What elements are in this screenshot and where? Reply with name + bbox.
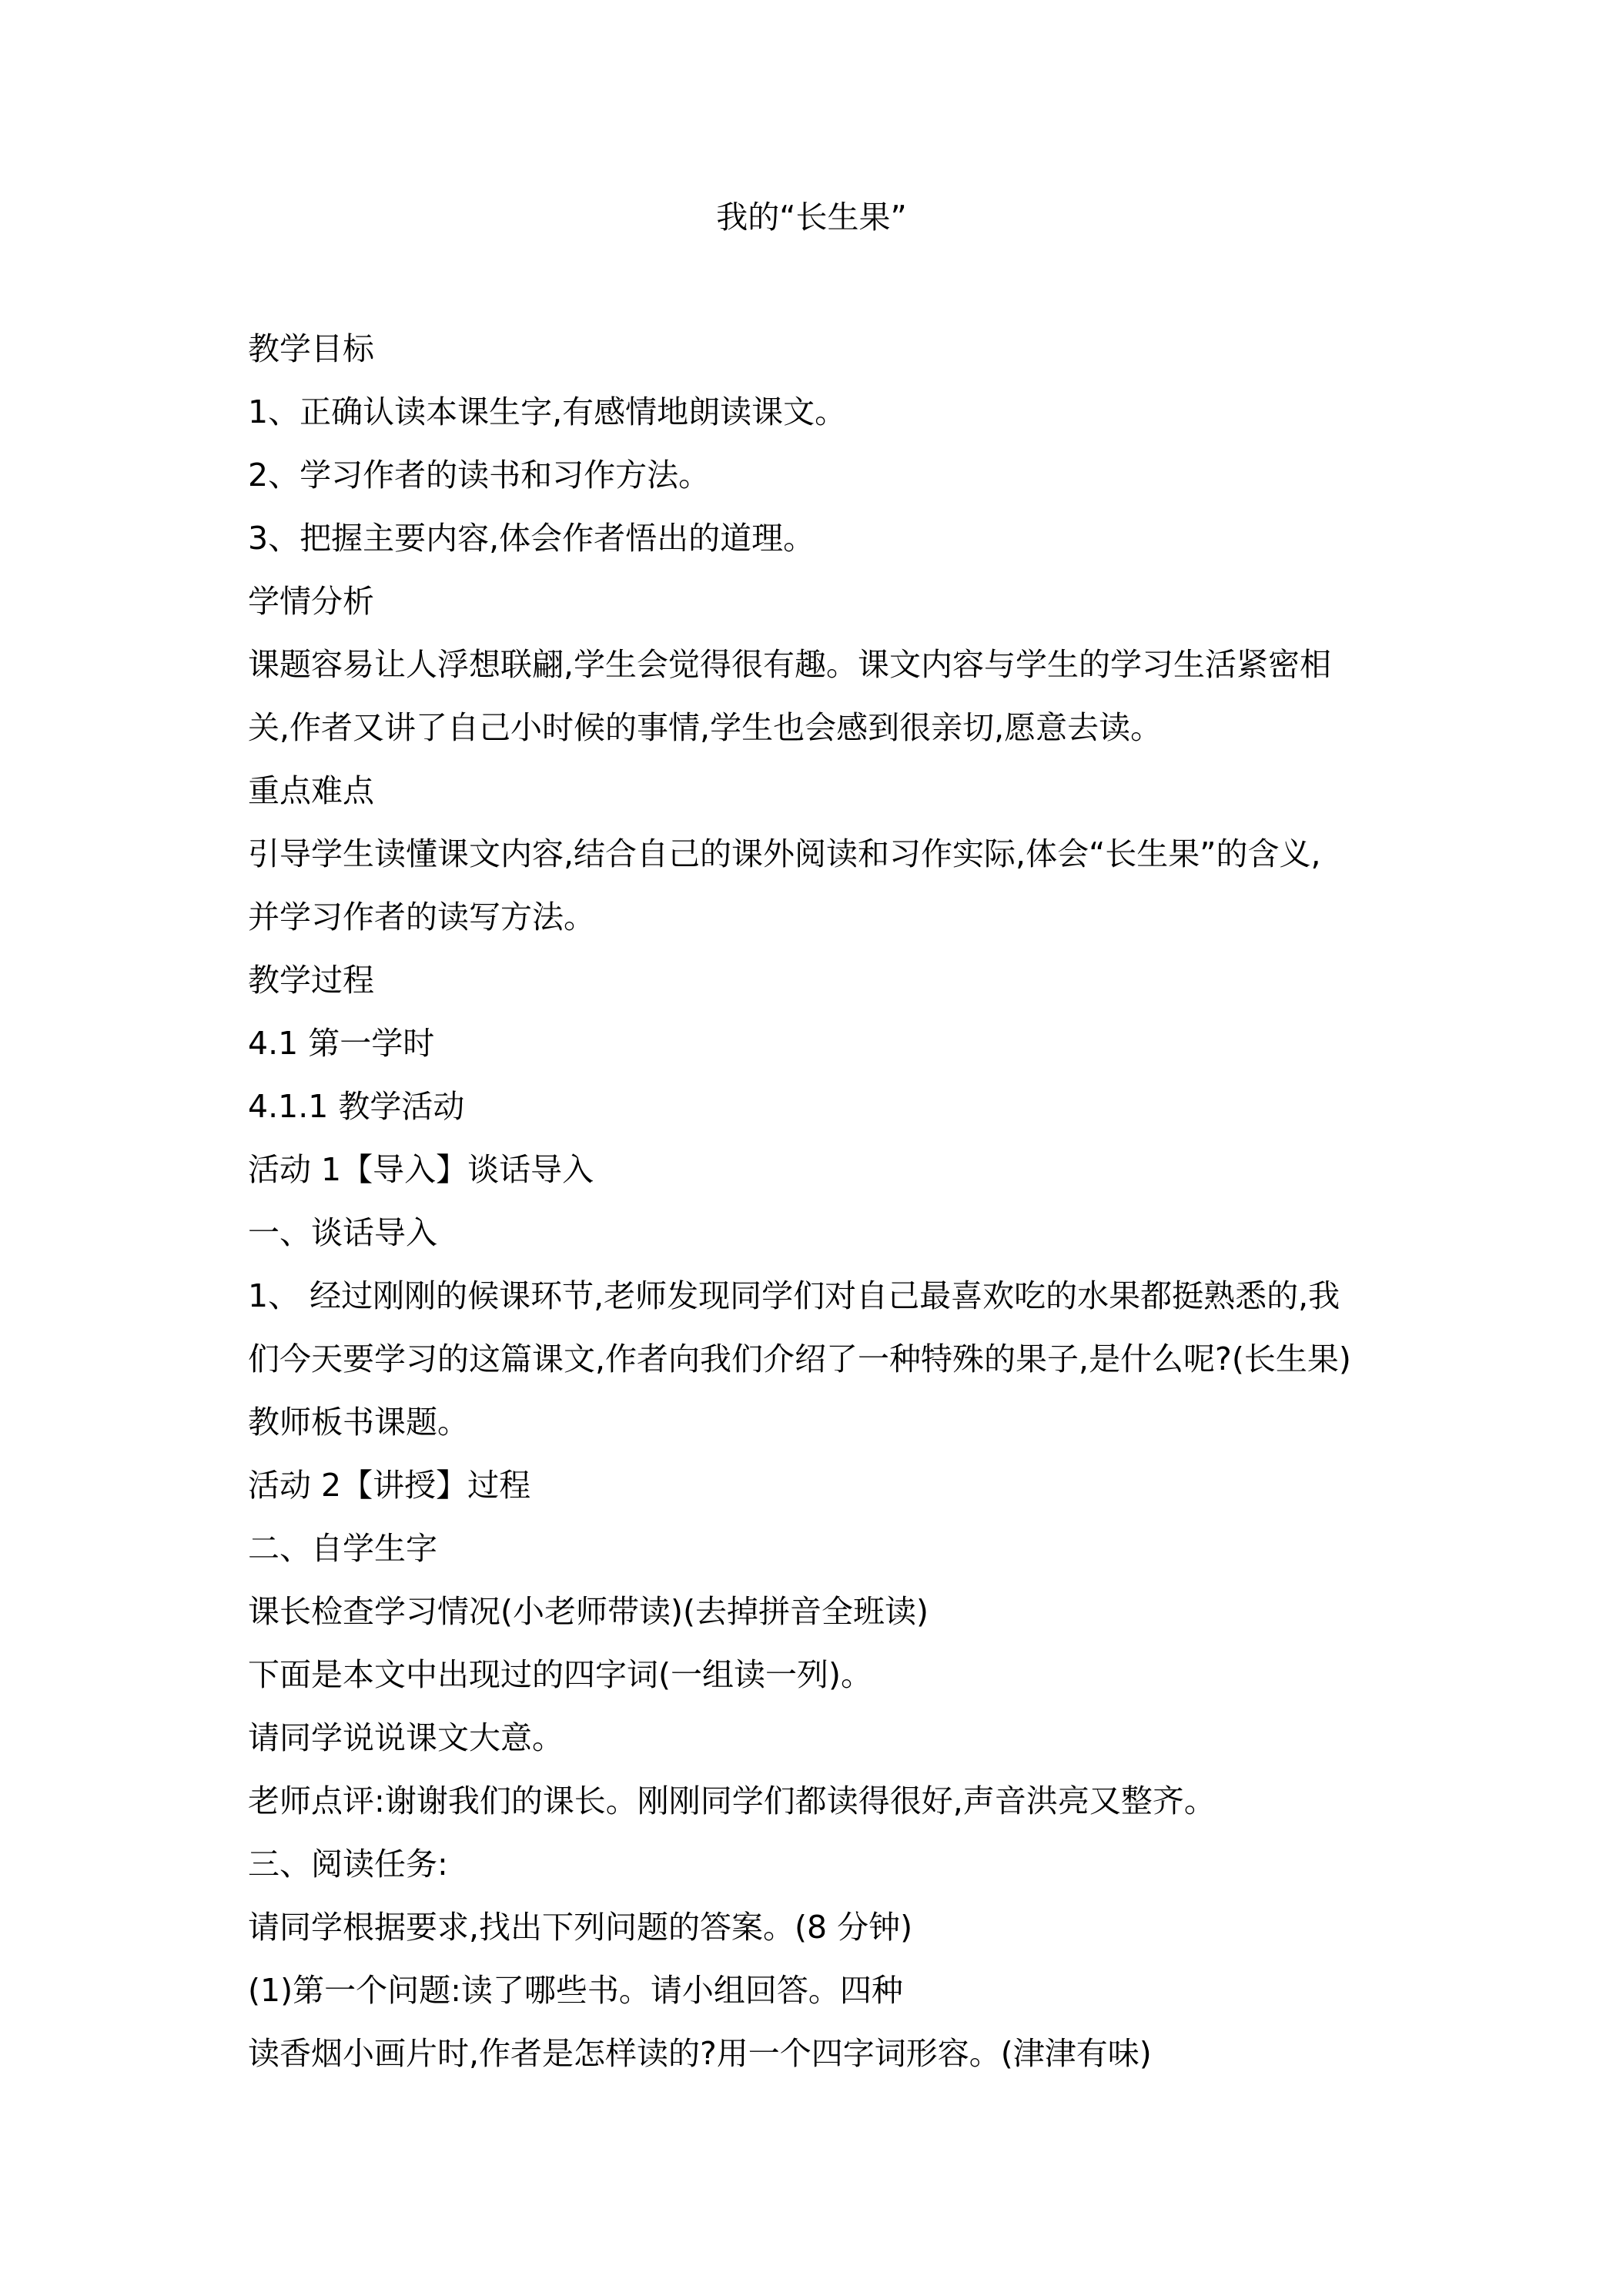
paragraph-line: 课题容易让人浮想联翩,学生会觉得很有趣。课文内容与学生的学习生活紧密相 (248, 646, 1332, 683)
subsection-heading: 4.1.1 教学活动 (248, 1088, 465, 1125)
paragraph-line: 下面是本文中出现过的四字词(一组读一列)。 (248, 1656, 872, 1693)
activity-heading: 活动 2【讲授】过程 (248, 1467, 531, 1504)
activity-heading: 活动 1【导入】谈话导入 (248, 1151, 594, 1188)
section-heading-teaching-goals: 教学目标 (248, 330, 374, 367)
paragraph-line: 3、把握主要内容,体会作者悟出的道理。 (248, 520, 815, 557)
paragraph-line: 2、学习作者的读书和习作方法。 (248, 457, 711, 494)
paragraph-line: 请同学根据要求,找出下列问题的答案。(8 分钟) (248, 1909, 913, 1946)
paragraph-line: 请同学说说课文大意。 (248, 1719, 564, 1756)
section-heading-teaching-process: 教学过程 (248, 962, 374, 999)
paragraph-line: (1)第一个问题:读了哪些书。请小组回答。四种 (248, 1972, 903, 2009)
paragraph-line: 引导学生读懂课文内容,结合自己的课外阅读和习作实际,体会“长生果”的含义, (248, 835, 1321, 872)
paragraph-line: 1、正确认读本课生字,有感情地朗读课文。 (248, 393, 847, 430)
step-heading: 二、自学生字 (248, 1530, 437, 1567)
paragraph-line: 读香烟小画片时,作者是怎样读的?用一个四字词形容。(津津有味) (248, 2035, 1152, 2072)
document-title: 我的“长生果” (716, 199, 907, 236)
step-heading: 三、阅读任务: (248, 1846, 448, 1883)
subsection-heading: 4.1 第一学时 (248, 1025, 435, 1062)
step-heading: 一、谈话导入 (248, 1214, 437, 1251)
paragraph-line: 1、 经过刚刚的候课环节,老师发现同学们对自己最喜欢吃的水果都挺熟悉的,我 (248, 1277, 1340, 1314)
paragraph-line: 并学习作者的读写方法。 (248, 899, 595, 935)
section-heading-key-points: 重点难点 (248, 772, 374, 809)
paragraph-line: 课长检查学习情况(小老师带读)(去掉拼音全班读) (248, 1593, 929, 1630)
paragraph-line: 们今天要学习的这篇课文,作者向我们介绍了一种特殊的果子,是什么呢?(长生果) (248, 1340, 1351, 1377)
document-body (248, 317, 1387, 2085)
paragraph-line: 教师板书课题。 (248, 1404, 469, 1441)
section-heading-student-analysis: 学情分析 (248, 583, 374, 620)
paragraph-line: 老师点评:谢谢我们的课长。刚刚同学们都读得很好,声音洪亮又整齐。 (248, 1782, 1216, 1819)
paragraph-line: 关,作者又讲了自己小时候的事情,学生也会感到很亲切,愿意去读。 (248, 709, 1163, 746)
